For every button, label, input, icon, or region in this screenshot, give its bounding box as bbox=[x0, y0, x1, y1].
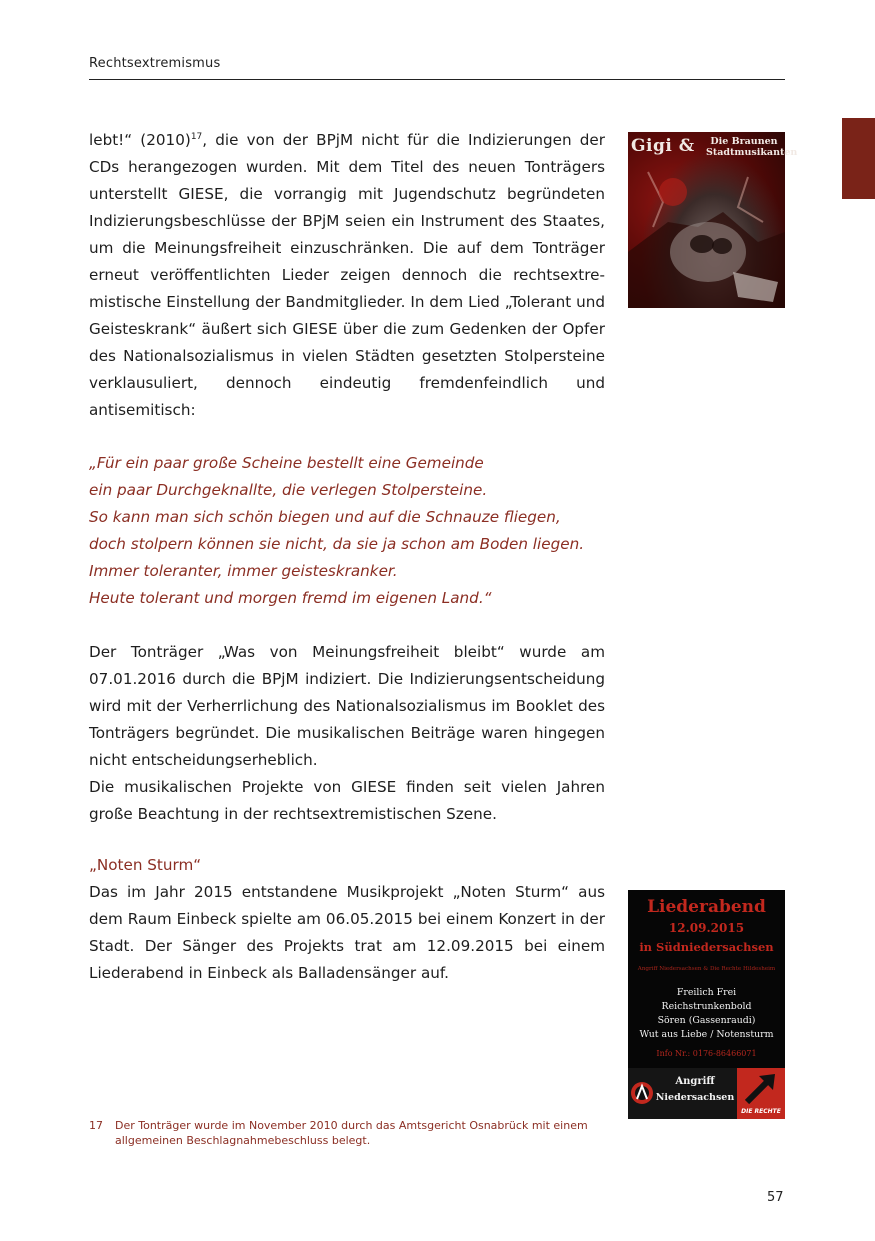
flyer-act: Wut aus Liebe / Notensturm bbox=[639, 1029, 774, 1040]
quote-line: doch stolpern können sie nicht, da sie ja schon am Boden liegen. bbox=[89, 535, 585, 553]
album-title: Die Braunen Stadtmusikanten bbox=[706, 136, 798, 158]
quote-line: Heute tolerant und morgen fremd im eigenen Land.“ bbox=[89, 589, 492, 607]
paragraph-4-block bbox=[89, 879, 605, 987]
page-number: 57 bbox=[767, 1190, 784, 1205]
flyer-badge-line2: Niedersachsen bbox=[655, 1092, 735, 1103]
quote-line: Immer toleranter, immer geisteskranker. bbox=[89, 562, 398, 580]
quote-line: So kann man sich schön biegen und auf die Schnauze fliegen, bbox=[89, 508, 561, 526]
flyer-region: in Südniedersachsen bbox=[639, 940, 774, 954]
flyer-organizers: Angriff Niedersachsen & Die Rechte Hildesheim bbox=[637, 966, 776, 972]
paragraph-4: Das im Jahr 2015 entstandene Musikprojekt „Noten Sturm“ aus dem Raum Einbeck spielte am 06.05.2015 bei einem Konzert in der Stadt. Der Sänger des Projekts trat am 12.09.2015 bei einem Liederabend in Einbeck als Balladensänger auf. bbox=[89, 883, 605, 982]
album-cover-art bbox=[628, 132, 798, 308]
album-band-name: Gigi & bbox=[631, 136, 695, 156]
flyer-act: Reichstrunkenbold bbox=[661, 1001, 752, 1012]
footnote-text: Der Tonträger wurde im November 2010 durch das Amtsgericht Osnabrück mit einem allgemeinen Beschlagnahmebeschluss belegt. bbox=[115, 1119, 588, 1147]
flyer-info: Info Nr.: 0176-86466071 bbox=[656, 1049, 757, 1058]
album-cover-image bbox=[628, 132, 798, 308]
flyer-title: Liederabend bbox=[647, 897, 766, 917]
footnote-ref[interactable]: 17 bbox=[190, 131, 203, 142]
quote-line: „Für ein paar große Scheine bestellt eine Gemeinde bbox=[89, 454, 484, 472]
flyer-badge-strip bbox=[628, 1068, 785, 1119]
paragraph-3: Die musikalischen Projekte von GIESE finden seit vielen Jahren große Beachtung in der rechtsextremistischen Szene. bbox=[89, 778, 605, 823]
song-quote bbox=[89, 450, 629, 612]
header-rule bbox=[89, 79, 785, 80]
running-title: Rechtsextremismus bbox=[89, 56, 221, 71]
flyer-date: 12.09.2015 bbox=[668, 921, 745, 935]
p1-text-a: lebt!“ (2010) bbox=[89, 131, 191, 149]
section-heading: „Noten Sturm“ bbox=[89, 856, 202, 874]
concert-flyer-image bbox=[628, 890, 785, 1119]
arrow-up-right-icon bbox=[737, 1068, 785, 1108]
party-label: DIE RECHTE bbox=[741, 1108, 781, 1115]
chapter-tab-marker bbox=[842, 118, 875, 199]
flyer-badge-line1: Angriff bbox=[675, 1076, 715, 1087]
paragraph-2: Der Tonträger „Was von Meinungsfreiheit bleibt“ wurde am 07.01.2016 durch die BPjM indiziert. Die Indizierungsentscheidung wird mit der Verherrlichung des Nationalsozialismus im Booklet des Tonträgers begründet. Die musikalischen Beiträge waren hingegen nicht entscheidungserheblich. bbox=[89, 643, 605, 769]
flyer-acts bbox=[628, 986, 785, 1042]
paragraph-2-block bbox=[89, 639, 605, 828]
angriff-logo-icon bbox=[630, 1071, 654, 1115]
paragraph-1 bbox=[89, 127, 605, 424]
flyer-act: Freilich Frei bbox=[676, 987, 737, 998]
quote-line: ein paar Durchgeknallte, die verlegen Stolpersteine. bbox=[89, 481, 488, 499]
footnote-number: 17 bbox=[89, 1119, 103, 1132]
flyer-act: Sören (Gassenraudi) bbox=[657, 1015, 756, 1026]
p1-text-b: , die von der BPjM nicht für die Indizierungen der CDs herangezogen wurden. Mit dem Titel des neuen Tonträgers unterstellt GIESE, die vorrangig mit Jugendschutz begründeten Indizierungsbeschlüsse der BPjM seien ein Instrument des Staates, um die Meinungsfreiheit einzuschränken. Die auf dem Tonträger erneut veröffentlichten Lieder zeigen dennoch die rechtsextremistische Einstellung der Bandmitglieder. In dem Lied „Tolerant und Geisteskrank“ äußert sich GIESE über die zum Gedenken der Opfer des Nationalsozialismus in vielen Städten gesetzten Stolpersteine verklausuliert, dennoch eindeutig fremdenfeindlich und antisemitisch: bbox=[89, 131, 606, 419]
